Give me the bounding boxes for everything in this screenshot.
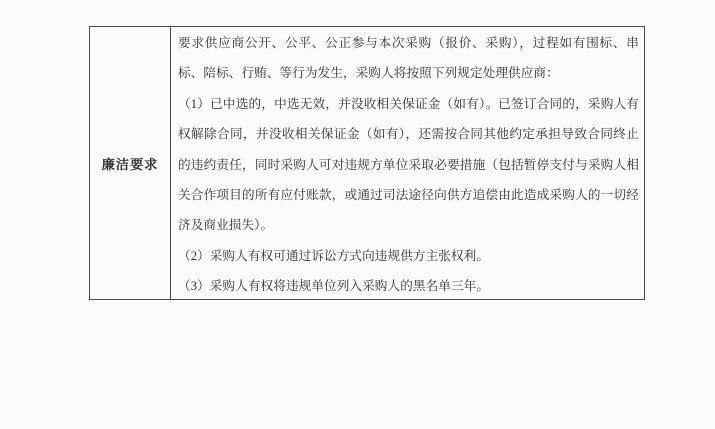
row-header-cell — [90, 27, 171, 299]
row-header-label: 廉洁要求 — [101, 156, 159, 172]
clause-paragraph-2: （2）采购人有权可通过诉讼方式向违规供方主张权利。 — [178, 248, 490, 263]
clause-paragraph-3: （3）采购人有权将违规单位列入采购人的黑名单三年。 — [178, 279, 490, 294]
integrity-requirements-table — [89, 26, 645, 300]
clause-paragraph-intro: 要求供应商公开、公平、公正参与本次采购（报价、采购），过程如有围标、串标、陪标、行贿、等行为发生，采购人将按照下列规定处理供应商： — [178, 36, 639, 81]
clauses-cell — [171, 27, 644, 299]
clause-paragraph-1: （1）已中选的，中选无效，并没收相关保证金（如有）。已签订合同的，采购人有权解除合同，并没收相关保证金（如有），还需按合同其他约定承担导致合同终止的违约责任，同时采购人可对违规方单位采取必要措施（包括暂停支付与采购人相关合作项目的所有应付账款，或通过司法途径向供方追偿由此造成采购人的一切经济及商业损失）。 — [178, 96, 639, 233]
